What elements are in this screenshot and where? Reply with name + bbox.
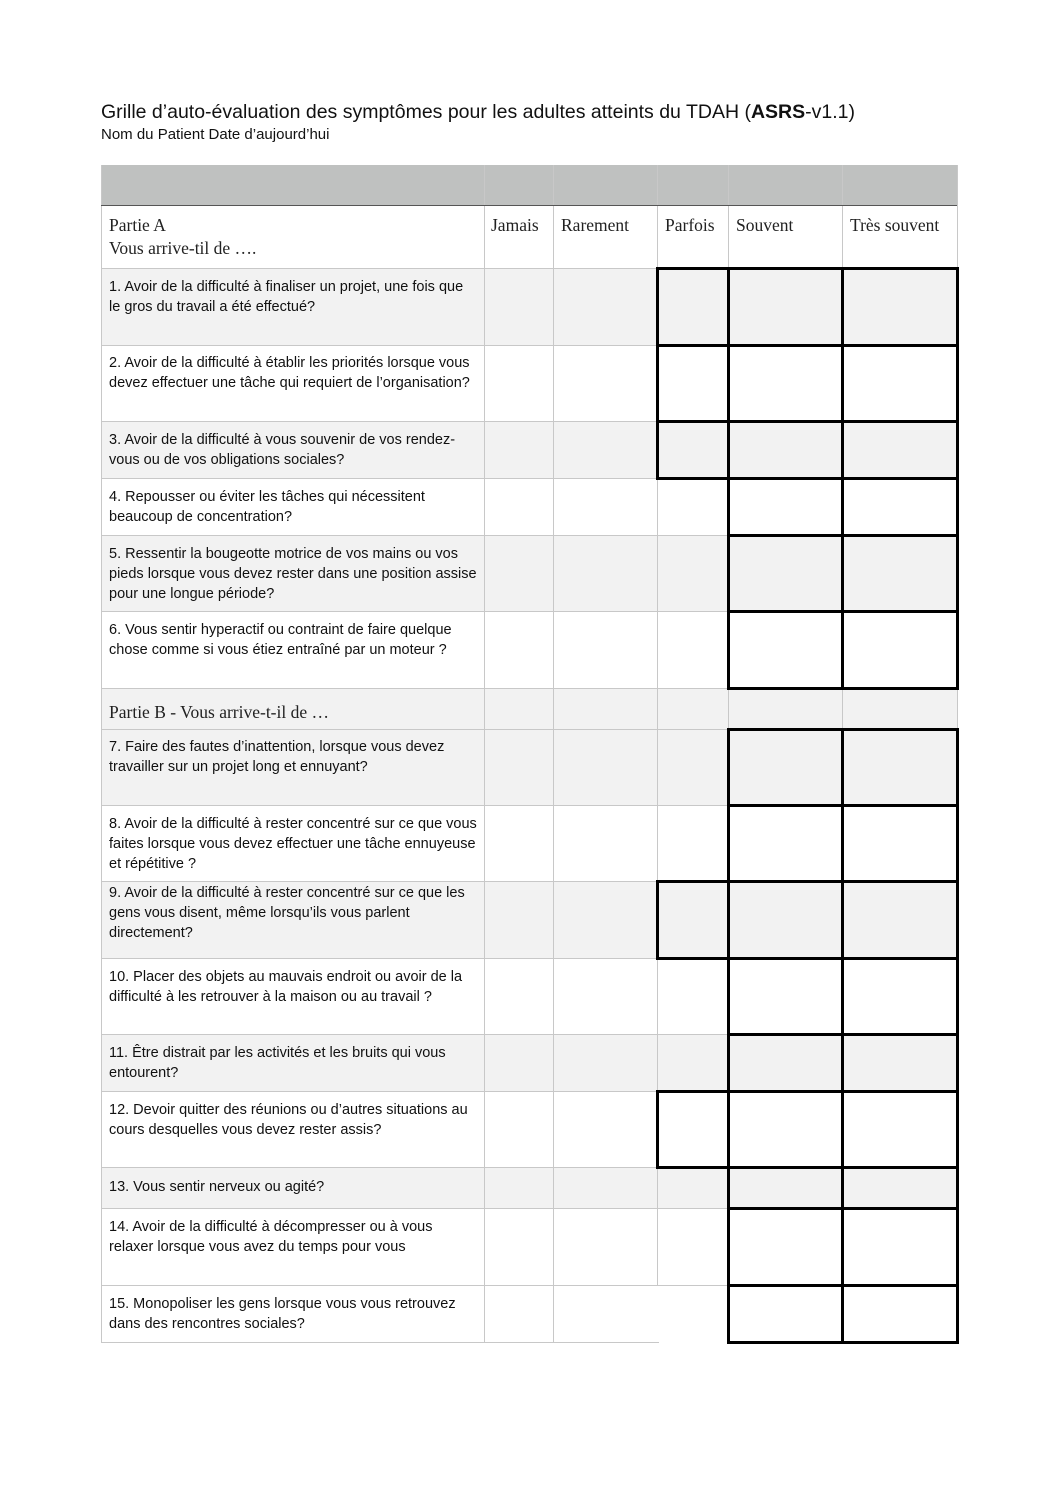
emphasis-box (841, 1033, 959, 1093)
col-jamais: Jamais (491, 215, 539, 235)
part-b-label: Partie B - Vous arrive-t-il de … (109, 702, 330, 722)
answer-cell-rarement[interactable] (553, 478, 657, 535)
answer-cell-rarement[interactable] (553, 345, 657, 421)
header-divider (101, 205, 957, 206)
answer-cell-parfois[interactable] (657, 958, 728, 1034)
emphasis-box (656, 1090, 730, 1169)
column-divider (101, 165, 102, 1342)
question-text: 9. Avoir de la difficulté à rester concentré sur ce que les gens vous disent, même lorsqu’ils vous parlent directement? (109, 885, 465, 941)
answer-cell-parfois[interactable] (657, 611, 728, 688)
answer-cell-rarement[interactable] (553, 1034, 657, 1091)
emphasis-box (727, 804, 844, 883)
question-text: 14. Avoir de la difficulté à décompresser ou à vous relaxer lorsque vous avez du temps pour vous (109, 1219, 433, 1255)
answer-cell-parfois[interactable] (657, 1208, 728, 1285)
title-suffix: -v1.1) (805, 101, 856, 123)
answer-cell-jamais[interactable] (484, 1285, 553, 1342)
emphasis-box (841, 267, 959, 347)
answer-cell-jamais[interactable] (484, 1034, 553, 1091)
emphasis-box (727, 1166, 844, 1210)
answer-cell-rarement[interactable] (553, 535, 657, 611)
part-a-header (109, 214, 479, 260)
emphasis-box (727, 1207, 844, 1287)
question-text: 6. Vous sentir hyperactif ou contraint de faire quelque chose comme si vous étiez entraîné par un moteur ? (109, 622, 452, 658)
asrs-table (101, 165, 957, 1343)
emphasis-box (841, 1090, 959, 1169)
emphasis-box (727, 534, 844, 613)
emphasis-box (841, 728, 959, 807)
answer-cell-jamais[interactable] (484, 345, 553, 421)
answer-cell-rarement[interactable] (553, 1208, 657, 1285)
answer-cell-jamais[interactable] (484, 421, 553, 478)
question-text: 10. Placer des objets au mauvais endroit ou avoir de la difficulté à les retrouver à la maison ou au travail ? (109, 969, 463, 1005)
part-a-label: Partie A (109, 215, 166, 235)
emphasis-box (841, 610, 959, 690)
answer-cell-parfois[interactable] (657, 805, 728, 881)
answer-cell-parfois[interactable] (657, 1034, 728, 1091)
answer-cell-jamais[interactable] (484, 881, 553, 958)
answer-cell-rarement[interactable] (553, 1285, 657, 1342)
emphasis-box (841, 1207, 959, 1287)
emphasis-box (841, 420, 959, 480)
col-souvent: Souvent (736, 215, 794, 235)
col-parfois: Parfois (665, 215, 715, 235)
emphasis-box (841, 1166, 959, 1210)
answer-cell-parfois[interactable] (657, 478, 728, 535)
row-divider (101, 1342, 659, 1343)
question-text: 12. Devoir quitter des réunions ou d’autres situations au cours desquelles vous devez rester assis? (109, 1102, 468, 1138)
emphasis-box (841, 477, 959, 537)
emphasis-box (841, 880, 959, 960)
emphasis-box (727, 728, 844, 807)
answer-cell-rarement[interactable] (553, 421, 657, 478)
col-tres-souvent: Très souvent (850, 215, 940, 235)
question-text: 3. Avoir de la difficulté à vous souvenir de vos rendez-vous ou de vos obligations sociales? (109, 432, 456, 468)
answer-cell-parfois[interactable] (657, 729, 728, 805)
answer-cell-jamais[interactable] (484, 805, 553, 881)
emphasis-box (727, 477, 844, 537)
emphasis-box (841, 344, 959, 423)
answer-cell-rarement[interactable] (553, 958, 657, 1034)
answer-cell-jamais[interactable] (484, 1167, 553, 1208)
emphasis-box (727, 610, 844, 690)
title-prefix: Grille d’auto-évaluation des symptômes pour les adultes atteints du TDAH ( (101, 101, 751, 123)
emphasis-box (727, 957, 844, 1036)
question-text: 1. Avoir de la difficulté à finaliser un projet, une fois que le gros du travail a été effectué? (109, 279, 464, 315)
question-text: 2. Avoir de la difficulté à établir les priorités lorsque vous devez effectuer une tâche qui requiert de l’organisation? (109, 355, 470, 391)
patient-date-line: Nom du Patient Date d’aujourd’hui (101, 126, 330, 143)
form-title (101, 101, 855, 124)
emphasis-box (841, 534, 959, 613)
answer-cell-rarement[interactable] (553, 805, 657, 881)
emphasis-box (656, 344, 730, 423)
answer-cell-jamais[interactable] (484, 268, 553, 345)
question-text: 15. Monopoliser les gens lorsque vous vous retrouvez dans des rencontres sociales? (109, 1296, 456, 1332)
emphasis-box (727, 1090, 844, 1169)
emphasis-box (727, 420, 844, 480)
question-text: 5. Ressentir la bougeotte motrice de vos mains ou vos pieds lorsque vous devez rester dans une position assise pour une longue période? (109, 546, 477, 602)
answer-cell-parfois[interactable] (657, 1285, 728, 1342)
question-text: 7. Faire des fautes d’inattention, lorsque vous devez travailler sur un projet long et ennuyant? (109, 739, 445, 775)
emphasis-box (841, 1284, 959, 1344)
emphasis-box (656, 420, 730, 480)
header-band (101, 165, 957, 206)
answer-cell-jamais[interactable] (484, 1091, 553, 1167)
answer-cell-rarement[interactable] (553, 1167, 657, 1208)
answer-cell-jamais[interactable] (484, 478, 553, 535)
question-text: 11. Être distrait par les activités et les bruits qui vous entourent? (109, 1045, 446, 1081)
answer-cell-rarement[interactable] (553, 1091, 657, 1167)
emphasis-box (841, 804, 959, 883)
answer-cell-jamais[interactable] (484, 958, 553, 1034)
emphasis-box (727, 1284, 844, 1344)
question-text: 8. Avoir de la difficulté à rester concentré sur ce que vous faites lorsque vous devez effectuer une tâche ennuyeuse et répétitive ? (109, 816, 477, 872)
answer-cell-parfois[interactable] (657, 1167, 728, 1208)
question-text: 13. Vous sentir nerveux ou agité? (109, 1179, 325, 1195)
question-text: 4. Repousser ou éviter les tâches qui nécessitent beaucoup de concentration? (109, 489, 425, 525)
answer-cell-rarement[interactable] (553, 268, 657, 345)
title-bold: ASRS (750, 101, 806, 123)
emphasis-box (656, 267, 730, 347)
answer-cell-jamais[interactable] (484, 535, 553, 611)
answer-cell-parfois[interactable] (657, 535, 728, 611)
answer-cell-rarement[interactable] (553, 729, 657, 805)
col-rarement: Rarement (561, 215, 630, 235)
answer-cell-jamais[interactable] (484, 1208, 553, 1285)
emphasis-box (727, 880, 844, 960)
part-a-question: Vous arrive-til de …. (109, 238, 257, 258)
emphasis-box (727, 1033, 844, 1093)
answer-cell-jamais[interactable] (484, 729, 553, 805)
emphasis-box (841, 957, 959, 1036)
emphasis-box (727, 344, 844, 423)
emphasis-box (656, 880, 730, 960)
answer-cell-jamais[interactable] (484, 611, 553, 688)
answer-cell-rarement[interactable] (553, 611, 657, 688)
emphasis-box (727, 267, 844, 347)
answer-cell-rarement[interactable] (553, 881, 657, 958)
